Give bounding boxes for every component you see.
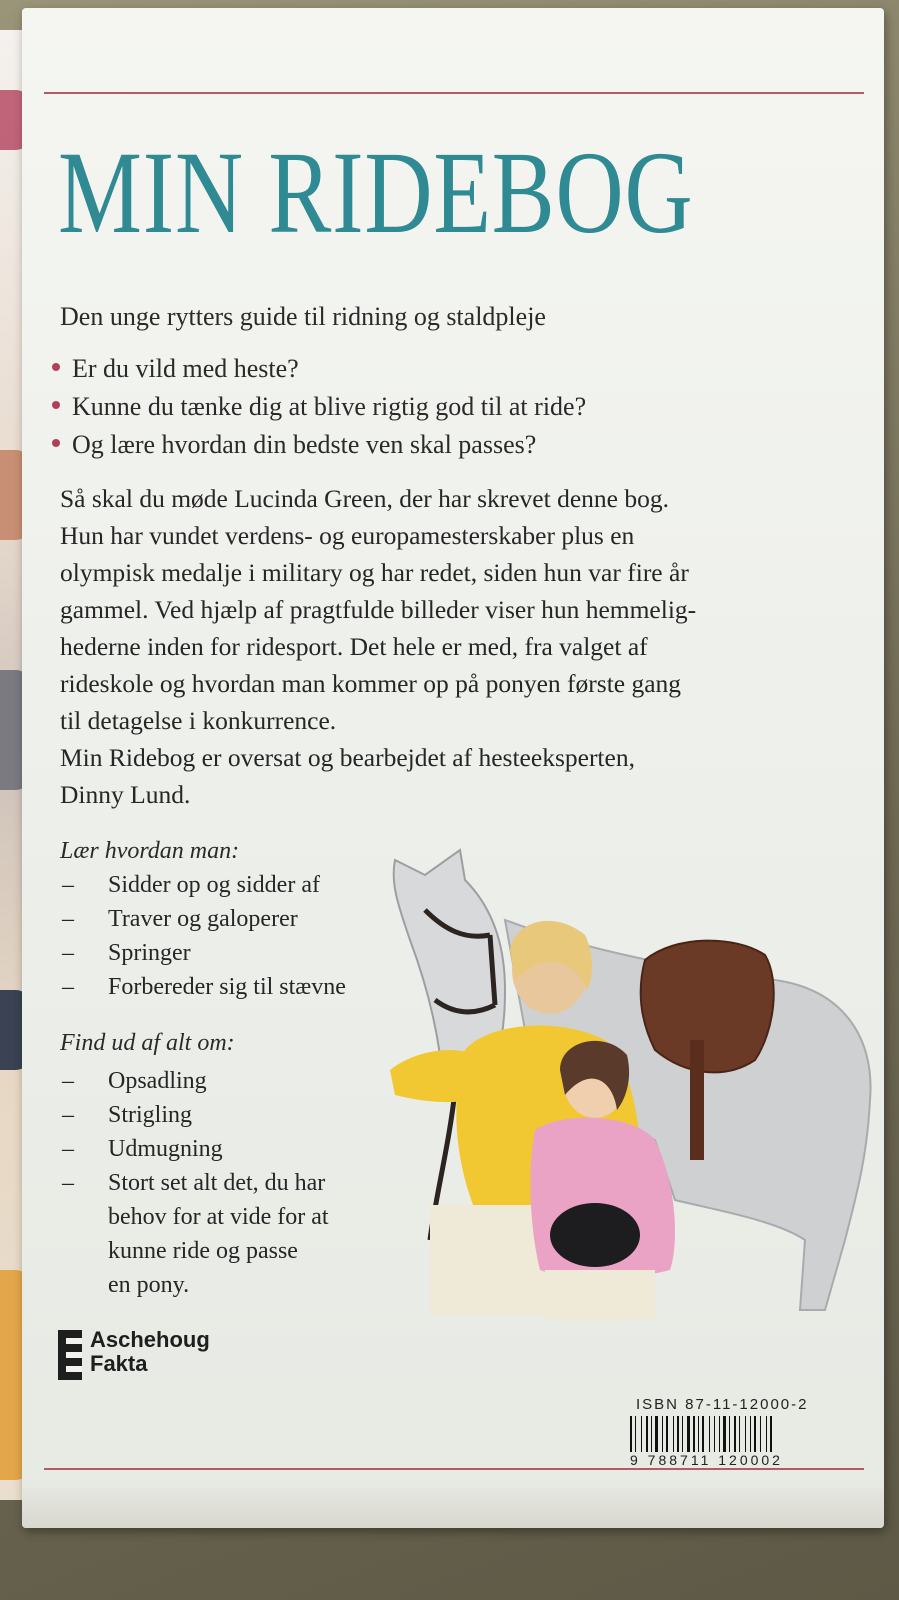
description-paragraph: [60, 480, 830, 813]
horse-and-riders-photo: [355, 840, 880, 1350]
barcode-bar: [709, 1416, 710, 1452]
barcode-number: 9 788711 120002: [630, 1452, 783, 1468]
list-item: – Traver og galoperer: [62, 906, 298, 932]
barcode-bar: [651, 1416, 652, 1452]
list-item-continuation: en pony.: [108, 1272, 190, 1298]
barcode-bar: [635, 1416, 636, 1452]
barcode-bar: [770, 1416, 772, 1452]
isbn-text: ISBN 87-11-12000-2: [636, 1396, 809, 1413]
barcode-bar: [655, 1416, 658, 1452]
list-item: – Sidder op og sidder af: [62, 872, 320, 898]
barcode-bar: [766, 1416, 767, 1452]
list-item: – Springer: [62, 940, 191, 966]
find-heading: Find ud af alt om:: [60, 1030, 235, 1056]
barcode-bar: [702, 1416, 704, 1452]
book-subtitle: Den unge rytters guide til ridning og staldpleje: [60, 302, 546, 331]
bullet-dot: [52, 439, 60, 447]
publisher-logo: [58, 1328, 258, 1388]
barcode-bar: [698, 1416, 699, 1452]
barcode-bar: [673, 1416, 674, 1452]
description-line: hederne inden for ridesport. Det hele er med, fra valget af: [60, 632, 648, 661]
barcode-bar: [630, 1416, 632, 1452]
barcode-bar: [666, 1416, 668, 1452]
barcode-bar: [662, 1416, 663, 1452]
list-item-continuation: kunne ride og passe: [108, 1238, 298, 1264]
barcode-bar: [729, 1416, 730, 1452]
description-line: Hun har vundet verdens- og europamesterskaber plus en: [60, 521, 635, 550]
saddle: [641, 941, 774, 1073]
description-line: rideskole og hvordan man kommer op på ponyen første gang: [60, 669, 682, 698]
question-list: [52, 350, 586, 464]
barcode-bar: [693, 1416, 695, 1452]
list-item-continuation: behov for at vide for at: [108, 1204, 329, 1230]
barcode-bar: [723, 1416, 726, 1452]
question-item: Er du vild med heste?: [52, 350, 586, 388]
book-bottom-edge: [22, 1488, 884, 1528]
list-item: – Udmugning: [62, 1136, 223, 1162]
barcode-bar: [677, 1416, 679, 1452]
barcode-bar: [734, 1416, 736, 1452]
barcode-bar: [687, 1416, 690, 1452]
question-item: Og lære hvordan din bedste ven skal passes?: [52, 426, 586, 464]
description-line: Min Ridebog er oversat og bearbejdet af hesteeksperten,: [60, 743, 635, 772]
bottom-rule: [44, 1468, 864, 1470]
learn-heading: Lær hvordan man:: [60, 838, 240, 864]
book-title: MIN RIDEBOG: [58, 127, 694, 258]
publisher-name-line2: Fakta: [90, 1351, 148, 1376]
description-line: olympisk medalje i military og har redet, siden hun var fire år: [60, 558, 689, 587]
barcode-bar: [750, 1416, 751, 1452]
barcode-bar: [714, 1416, 715, 1452]
barcode-bar: [646, 1416, 648, 1452]
publisher-logo-icon: [58, 1330, 82, 1380]
girth-strap: [690, 1040, 704, 1160]
description-line: til detagelse i konkurrence.: [60, 706, 337, 735]
barcode: [630, 1416, 802, 1452]
list-item: – Stort set alt det, du har: [62, 1170, 326, 1196]
barcode-bar: [760, 1416, 761, 1452]
description-line: gammel. Ved hjælp af pragtfulde billeder viser hun hemmelig-: [60, 595, 697, 624]
barcode-bar: [641, 1416, 642, 1452]
barcode-bar: [682, 1416, 683, 1452]
description-line: Så skal du møde Lucinda Green, der har skrevet denne bog.: [60, 484, 669, 513]
description-line: Dinny Lund.: [60, 780, 191, 809]
barcode-bar: [739, 1416, 740, 1452]
bullet-dot: [52, 363, 60, 371]
barcode-bar: [754, 1416, 756, 1452]
list-item: – Strigling: [62, 1102, 193, 1128]
learn-list: [62, 868, 346, 1004]
question-item: Kunne du tænke dig at blive rigtig god til at ride?: [52, 388, 586, 426]
girl-trousers: [545, 1270, 655, 1320]
barcode-bar: [719, 1416, 720, 1452]
riding-helmet: [550, 1203, 640, 1267]
bullet-dot: [52, 401, 60, 409]
woman-arm: [390, 1050, 475, 1102]
barcode-bar: [745, 1416, 746, 1452]
list-item: – Forbereder sig til stævne: [62, 974, 346, 1000]
list-item: – Opsadling: [62, 1068, 207, 1094]
publisher-name-line1: Aschehoug: [90, 1327, 210, 1352]
find-list: [62, 1064, 329, 1302]
top-rule: [44, 92, 864, 94]
